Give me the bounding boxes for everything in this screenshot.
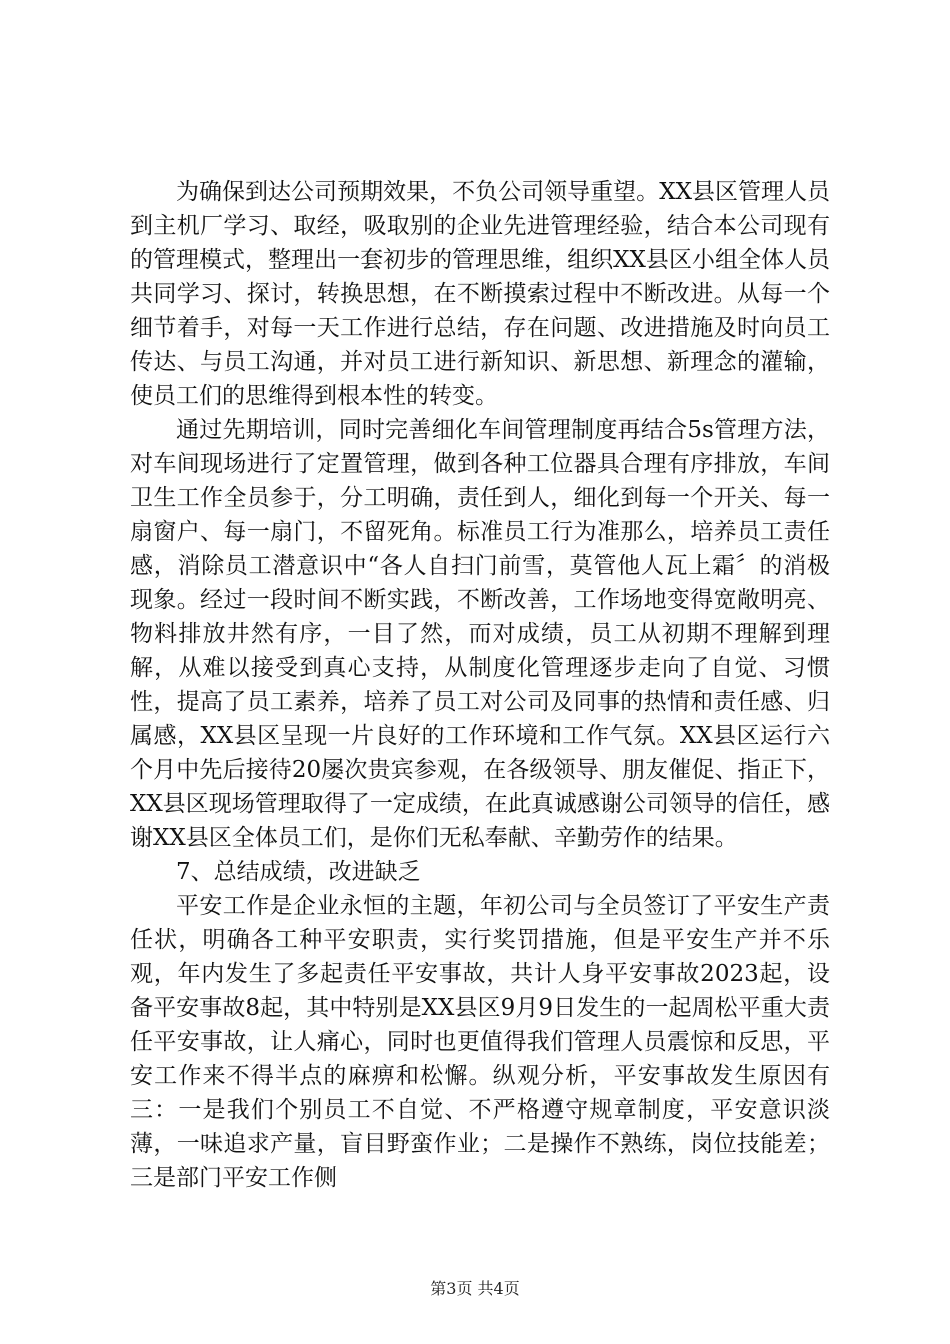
paragraph-2: 通过先期培训，同时完善细化车间管理制度再结合5s管理方法，对车间现场进行了定置管理，做到各种工位器具合理有序排放，车间卫生工作全员参于，分工明确，责任到人，细化到每一个开关、每一扇窗户、每一扇门，不留死角。标准员工行为准那么，培养员工责任感，消除员工潜意识中“各人自扫门前雪，莫管他人瓦上霜〞的消极现象。经过一段时间不断实践，不断改善，工作场地变得宽敞明亮、物料排放井然有序，一目了然，而对成绩，员工从初期不理解到理解，从难以接受到真心支持，从制度化管理逐步走向了自觉、习惯性，提高了员工素养，培养了员工对公司及同事的热情和责任感、归属感，XX县区呈现一片良好的工作环境和工作气氛。XX县区运行六个月中先后接待20屡次贵宾参观，在各级领导、朋友催促、指正下，XX县区现场管理取得了一定成绩，在此真诚感谢公司领导的信任，感谢XX县区全体员工们，是你们无私奉献、辛勤劳作的结果。 bbox=[130, 417, 830, 851]
page-footer: 第3页 共4页 bbox=[430, 1279, 520, 1298]
paragraph-3: 平安工作是企业永恒的主题，年初公司与全员签订了平安生产责任状，明确各工种平安职责，实行奖罚措施，但是平安生产并不乐观，年内发生了多起责任平安事故，共计人身平安事故2023起，设备平安事故8起，其中特别是XX县区9月9日发生的一起周松平重大责任平安事故，让人痛心，同时也更值得我们管理人员震惊和反思，平安工作来不得半点的麻痹和松懈。纵观分析，平安事故发生原因有三：一是我们个别员工不自觉、不严格遵守规章制度，平安意识淡薄，一味追求产量，盲目野蛮作业；二是操作不熟练，岗位技能差；三是部门平安工作侧 bbox=[130, 893, 830, 1191]
section-heading: 7、总结成绩，改进缺乏 bbox=[176, 859, 421, 885]
document-body bbox=[130, 175, 830, 1195]
paragraph-1: 为确保到达公司预期效果，不负公司领导重望。XX县区管理人员到主机厂学习、取经，吸取别的企业先进管理经验，结合本公司现有的管理模式，整理出一套初步的管理思维，组织XX县区小组全体人员共同学习、探讨，转换思想，在不断摸索过程中不断改进。从每一个细节着手，对每一天工作进行总结，存在问题、改进措施及时向员工传达、与员工沟通，并对员工进行新知识、新思想、新理念的灌输，使员工们的思维得到根本性的转变。 bbox=[130, 179, 830, 409]
